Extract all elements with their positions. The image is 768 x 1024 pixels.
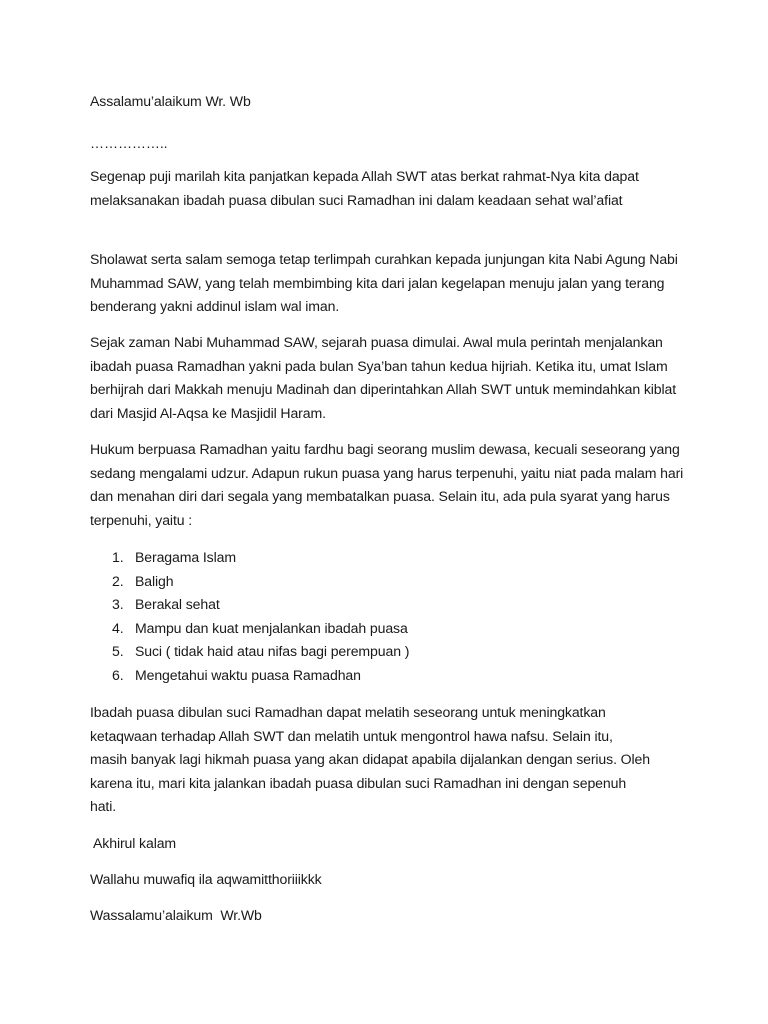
list-number: 2.: [112, 572, 124, 589]
list-text: Mampu dan kuat menjalankan ibadah puasa: [135, 619, 408, 636]
list-text: Baligh: [135, 572, 174, 589]
list-number: 3.: [112, 596, 124, 613]
list-item: [90, 593, 690, 617]
list-item: [90, 546, 690, 570]
list-item: [90, 570, 690, 594]
syarat-list: [90, 546, 690, 688]
paragraph-sejarah: Sejak zaman Nabi Muhammad SAW, sejarah puasa dimulai. Awal mula perintah menjalankan ibadah puasa Ramadhan yakni pada bulan Sya’ban tahun kedua hijriah. Ketika itu, umat Islam berhijrah dari Makkah menuju Madinah dan diperintahkan Allah SWT untuk memindahkan kiblat dari Masjid Al-Aqsa ke Masjidil Haram.: [90, 334, 677, 421]
list-number: 1.: [112, 549, 124, 565]
paragraph-opening: Segenap puji marilah kita panjatkan kepada Allah SWT atas berkat rahmat-Nya kita dapat melaksanakan ibadah puasa dibulan suci Ramadhan ini dalam keadaan sehat wal’afiat: [90, 168, 639, 208]
list-text: Berakal sehat: [135, 596, 220, 613]
list-item: [90, 640, 690, 664]
akhirul-kalam: Akhirul kalam: [90, 835, 177, 851]
paragraph-sholawat: Sholawat serta salam semoga tetap terlimpah curahkan kepada junjungan kita Nabi Agung Nabi Muhammad SAW, yang telah membimbing kita dari jalan kegelapan menuju jalan yang terang benderang yakni addinul islam wal iman.: [90, 251, 678, 315]
list-number: 6.: [112, 666, 124, 683]
list-item: [90, 664, 690, 688]
list-number: 4.: [112, 619, 124, 636]
wallahu-line: Wallahu muwafiq ila aqwamitthoriiikkk: [90, 871, 322, 887]
list-text: Beragama Islam: [135, 549, 236, 565]
list-number: 5.: [112, 643, 124, 660]
ellipsis-placeholder: ……………..: [90, 135, 168, 151]
paragraph-closing: Ibadah puasa dibulan suci Ramadhan dapat melatih seseorang untuk meningkatkan ketaqwaan terhadap Allah SWT dan melatih untuk mengontrol hawa nafsu. Selain itu, masih banyak lagi hikmah puasa yang akan didapat apabila dijalankan dengan serius. Oleh karena itu, mari kita jalankan ibadah puasa dibulan suci Ramadhan ini dengan sepenuh hati.: [90, 704, 650, 815]
wassalamu-line: Wassalamu’alaikum Wr.Wb: [90, 907, 262, 923]
list-text: Mengetahui waktu puasa Ramadhan: [135, 666, 361, 683]
list-item: [90, 617, 690, 641]
paragraph-hukum: Hukum berpuasa Ramadhan yaitu fardhu bagi seorang muslim dewasa, kecuali seseorang yang sedang mengalami udzur. Adapun rukun puasa yang harus terpenuhi, yaitu niat pada malam hari dan menahan diri dari segala yang membatalkan puasa. Selain itu, ada pula syarat yang harus terpenuhi, yaitu :: [90, 441, 684, 528]
list-text: Suci ( tidak haid atau nifas bagi perempuan ): [135, 643, 410, 660]
greeting: Assalamu’alaikum Wr. Wb: [90, 93, 251, 109]
